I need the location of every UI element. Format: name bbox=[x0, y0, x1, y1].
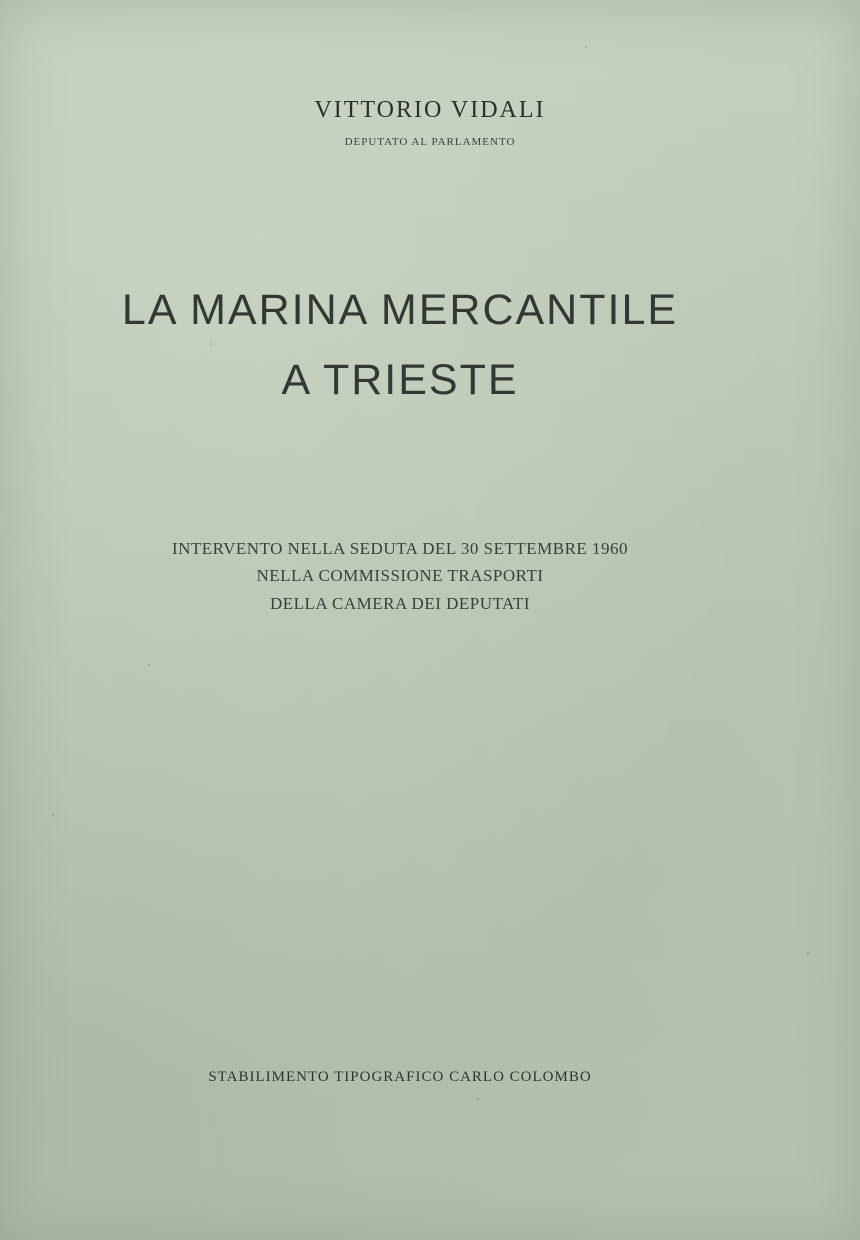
paper-speck bbox=[807, 952, 809, 954]
author-role: DEPUTATO AL PARLAMENTO bbox=[344, 136, 516, 148]
paper-speck bbox=[585, 46, 587, 48]
paper-speck bbox=[52, 814, 54, 816]
document-title-line-1: LA MARINA MERCANTILE bbox=[121, 286, 679, 334]
occasion-line-1: INTERVENTO NELLA SEDUTA DEL 30 SETTEMBRE 1960 bbox=[171, 539, 629, 558]
paper-speck bbox=[148, 664, 150, 666]
document-title-line-2: A TRIESTE bbox=[281, 356, 519, 404]
paper-speck bbox=[477, 1098, 479, 1100]
occasion-line-2: NELLA COMMISSIONE TRASPORTI bbox=[256, 566, 544, 585]
printer-imprint: STABILIMENTO TIPOGRAFICO CARLO COLOMBO bbox=[208, 1069, 592, 1085]
author-name: VITTORIO VIDALI bbox=[314, 97, 546, 123]
occasion-line-3: DELLA CAMERA DEI DEPUTATI bbox=[270, 594, 530, 613]
paper-speck bbox=[210, 343, 212, 345]
